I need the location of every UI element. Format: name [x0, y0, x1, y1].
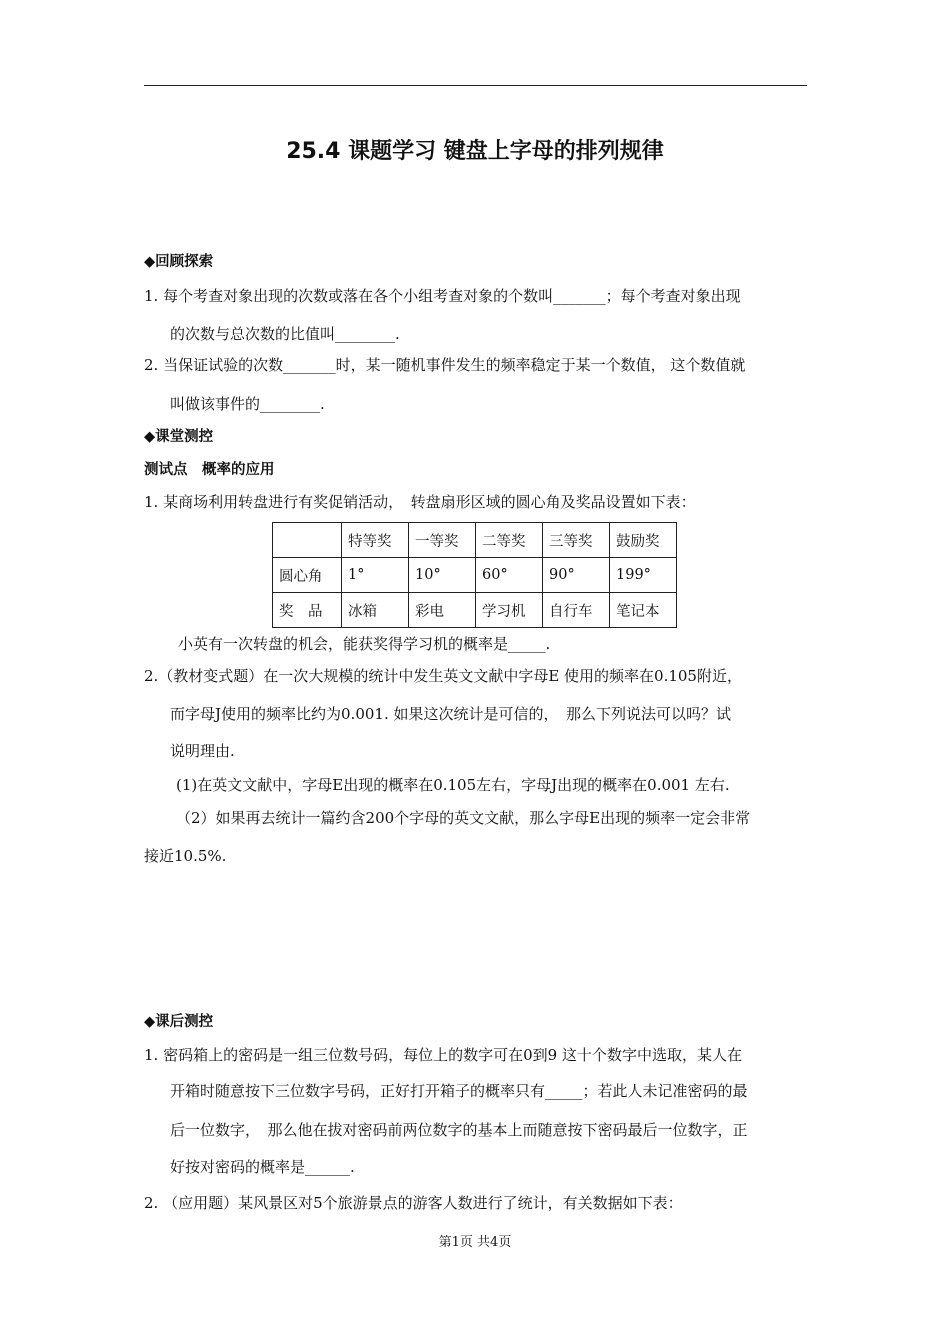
classroom-heading: ◆课堂测控: [144, 429, 214, 445]
after-q1-line1: 1. 密码箱上的密码是一组三位数号码，每位上的数字可在0到9 这十个数字中选取，某人在: [144, 1046, 742, 1064]
classroom-q2-sub2-line2: 接近10.5%.: [144, 847, 227, 865]
classroom-q2-line2: 而字母J使用的频率比约为0.001. 如果这次统计是可信的， 那么下列说法可以吗？试: [170, 705, 731, 723]
classroom-q2-sub2-line1: （2）如果再去统计一篇约含200个字母的英文文献，那么字母E出现的频率一定会非常: [176, 809, 751, 827]
table-cell: 一等奖: [409, 523, 476, 558]
table-cell: 彩电: [409, 593, 476, 628]
after-q2-line1: 2. （应用题）某风景区对5个旅游景点的游客人数进行了统计，有关数据如下表：: [144, 1194, 683, 1212]
table-cell: 60°: [476, 558, 543, 593]
table-cell: 10°: [409, 558, 476, 593]
table-cell: 奖 品: [273, 593, 342, 628]
table-cell: 199°: [610, 558, 677, 593]
table-cell: 笔记本: [610, 593, 677, 628]
after-q1-line3: 后一位数字， 那么他在拔对密码前两位数字的基本上而随意按下密码最后一位数字，正: [170, 1121, 748, 1139]
classroom-q2-sub1: (1)在英文文献中，字母E出现的概率在0.105左右，字母J出现的概率在0.001 左右.: [176, 776, 730, 794]
table-cell: 自行车: [543, 593, 610, 628]
table-cell: 特等奖: [342, 523, 409, 558]
classroom-q2-line3: 说明理由.: [170, 742, 235, 760]
table-cell: 二等奖: [476, 523, 543, 558]
table-cell: 冰箱: [342, 593, 409, 628]
table-cell: 鼓励奖: [610, 523, 677, 558]
after-q1-line4: 好按对密码的概率是______.: [170, 1158, 355, 1176]
table-cell: 学习机: [476, 593, 543, 628]
page-title: 25.4 课题学习 键盘上字母的排列规律: [286, 139, 664, 164]
table-cell: 圆心角: [273, 558, 342, 593]
table-row: [273, 558, 677, 593]
review-q2-line2: 叫做该事件的________.: [170, 395, 325, 413]
table-cell: 1°: [342, 558, 409, 593]
classroom-subheading: 测试点 概率的应用: [144, 462, 275, 478]
table-row: [273, 523, 677, 558]
classroom-q2-line1: 2.（教材变式题）在一次大规模的统计中发生英文文献中字母E 使用的频率在0.105附近，: [144, 667, 742, 685]
table-cell: 90°: [543, 558, 610, 593]
page-footer: 第1页 共4页: [438, 1235, 512, 1250]
review-heading: ◆回顾探索: [144, 254, 214, 270]
after-heading: ◆课后测控: [144, 1014, 214, 1030]
classroom-q1-question: 小英有一次转盘的机会，能获奖得学习机的概率是_____.: [178, 635, 551, 653]
review-q1-line1: 1. 每个考查对象出现的次数或落在各个小组考查对象的个数叫_______；每个考查对象出现: [144, 287, 741, 305]
table-cell: [273, 523, 342, 558]
header-rule: [144, 85, 807, 86]
classroom-q1-intro: 1. 某商场利用转盘进行有奖促销活动， 转盘扇形区域的圆心角及奖品设置如下表：: [144, 493, 696, 511]
review-q1-line2: 的次数与总次数的比值叫________.: [170, 325, 400, 343]
table-row: [273, 593, 677, 628]
table-cell: 三等奖: [543, 523, 610, 558]
prize-table: [272, 522, 677, 628]
review-q2-line1: 2. 当保证试验的次数_______时，某一随机事件发生的频率稳定于某一个数值， 这个数值就: [144, 356, 746, 374]
after-q1-line2: 开箱时随意按下三位数字号码，正好打开箱子的概率只有_____；若此人未记准密码的最: [170, 1082, 748, 1100]
